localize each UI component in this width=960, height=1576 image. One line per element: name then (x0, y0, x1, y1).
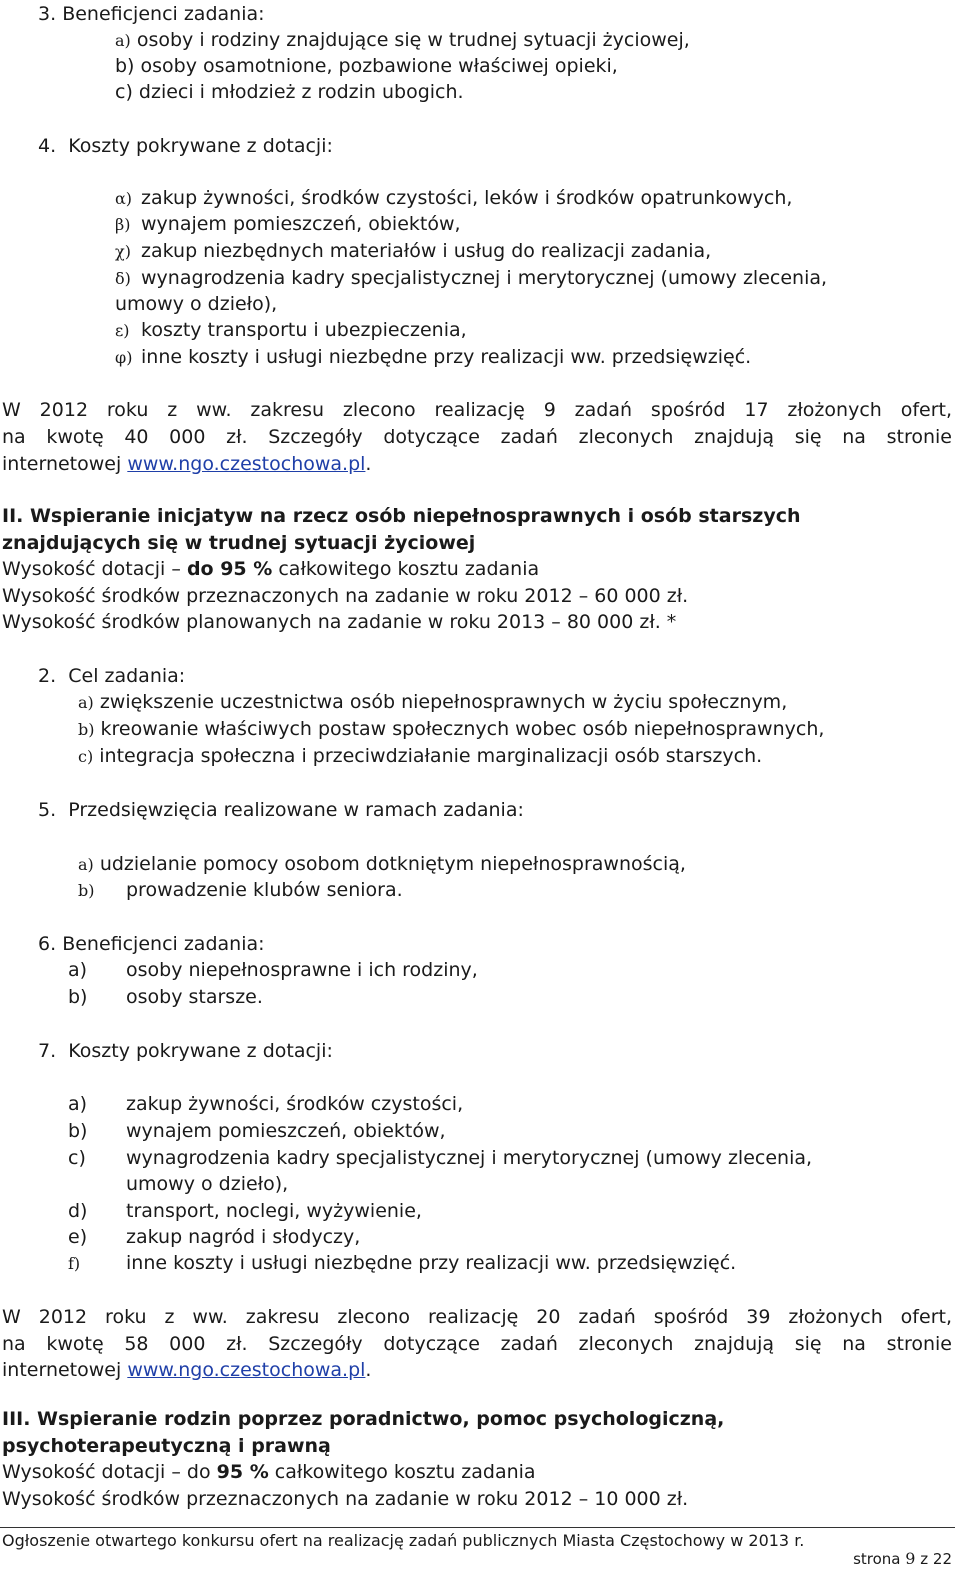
page-number: strona 9 z 22 (853, 1549, 952, 1568)
list-item: b) prowadzenie klubów seniora. (78, 879, 403, 901)
list-item: b) osoby starsze. (68, 986, 263, 1008)
section-7-heading: 7. Koszty pokrywane z dotacji: (38, 1040, 333, 1062)
section-ii-title-line-2: znajdujących się w trudnej sytuacji życiowej (2, 532, 476, 554)
footer-text: Ogłoszenie otwartego konkursu ofert na realizację zadań publicznych Miasta Częstochowy w 2013 r. (2, 1531, 805, 1550)
list-item: a) osoby niepełnosprawne i ich rodziny, (68, 959, 478, 981)
list-item: β) wynajem pomieszczeń, obiektów, (115, 213, 461, 235)
summary-1-line-1: W 2012 roku z ww. zakresu zlecono realizację 9 zadań spośród 17 złożonych ofert, (2, 399, 952, 421)
list-item: ε) koszty transportu i ubezpieczenia, (115, 319, 467, 341)
list-item: c) wynagrodzenia kadry specjalistycznej i merytorycznej (umowy zlecenia, (68, 1147, 813, 1169)
list-item: e) zakup nagród i słodyczy, (68, 1226, 361, 1248)
list-item: δ) wynagrodzenia kadry specjalistycznej i merytorycznej (umowy zlecenia, (115, 267, 828, 289)
list-item: c) dzieci i młodzież z rodzin ubogich. (115, 81, 464, 103)
section-iii-dotacja: Wysokość dotacji – do 95 % całkowitego kosztu zadania (2, 1461, 536, 1483)
list-item: a) udzielanie pomocy osobom dotkniętym niepełnosprawnością, (78, 853, 686, 875)
list-item: f) inne koszty i usługi niezbędne przy realizacji ww. przedsięwzięć. (68, 1252, 737, 1274)
footer-divider (0, 1527, 955, 1528)
list-item: a) zwiększenie uczestnictwa osób niepełnosprawnych w życiu społecznym, (78, 691, 788, 713)
section-3-heading: 3. Beneficjenci zadania: (38, 3, 265, 25)
list-item: χ) zakup niezbędnych materiałów i usług do realizacji zadania, (115, 240, 712, 262)
section-6-heading: 6. Beneficjenci zadania: (38, 933, 265, 955)
summary-1-line-3: internetowej www.ngo.czestochowa.pl. (2, 453, 372, 475)
list-item-continuation: umowy o dzieło), (115, 293, 278, 315)
section-iii-title-line-1: III. Wspieranie rodzin poprzez poradnictwo, pomoc psychologiczną, (2, 1408, 725, 1430)
summary-2-line-3: internetowej www.ngo.czestochowa.pl. (2, 1359, 372, 1381)
list-item: φ) inne koszty i usługi niezbędne przy realizacji ww. przedsięwzięć. (115, 346, 752, 368)
section-ii-funds-2013: Wysokość środków planowanych na zadanie w roku 2013 – 80 000 zł. * (2, 611, 677, 633)
summary-2-line-2: na kwotę 58 000 zł. Szczegóły dotyczące zadań zleconych znajdują się na stronie (2, 1333, 952, 1355)
list-item: a) osoby i rodziny znajdujące się w trudnej sytuacji życiowej, (115, 29, 690, 51)
list-item: b) kreowanie właściwych postaw społecznych wobec osób niepełnosprawnych, (78, 718, 825, 740)
section-ii-funds-2012: Wysokość środków przeznaczonych na zadanie w roku 2012 – 60 000 zł. (2, 585, 689, 607)
summary-2-line-1: W 2012 roku z ww. zakresu zlecono realizację 20 zadań spośród 39 złożonych ofert, (2, 1306, 952, 1328)
list-item: a) zakup żywności, środków czystości, (68, 1093, 464, 1115)
section-4-heading: 4. Koszty pokrywane z dotacji: (38, 135, 333, 157)
list-item: b) wynajem pomieszczeń, obiektów, (68, 1120, 446, 1142)
list-item-continuation: umowy o dzieło), (126, 1173, 289, 1195)
section-iii-funds-2012: Wysokość środków przeznaczonych na zadanie w roku 2012 – 10 000 zł. (2, 1488, 689, 1510)
section-iii-title-line-2: psychoterapeutyczną i prawną (2, 1435, 331, 1457)
list-item: c) integracja społeczna i przeciwdziałanie marginalizacji osób starszych. (78, 745, 763, 767)
summary-1-line-2: na kwotę 40 000 zł. Szczegóły dotyczące zadań zleconych znajdują się na stronie (2, 426, 952, 448)
list-item: α) zakup żywności, środków czystości, leków i środków opatrunkowych, (115, 187, 793, 209)
list-item: d) transport, noclegi, wyżywienie, (68, 1200, 422, 1222)
ngo-link[interactable]: www.ngo.czestochowa.pl (127, 453, 366, 475)
list-item: b) osoby osamotnione, pozbawione właściwej opieki, (115, 55, 618, 77)
section-ii-dotacja: Wysokość dotacji – do 95 % całkowitego kosztu zadania (2, 558, 540, 580)
ngo-link[interactable]: www.ngo.czestochowa.pl (127, 1359, 366, 1381)
section-ii-title-line-1: II. Wspieranie inicjatyw na rzecz osób niepełnosprawnych i osób starszych (2, 505, 801, 527)
section-5-heading: 5. Przedsięwzięcia realizowane w ramach zadania: (38, 799, 524, 821)
section-2-heading: 2. Cel zadania: (38, 665, 186, 687)
